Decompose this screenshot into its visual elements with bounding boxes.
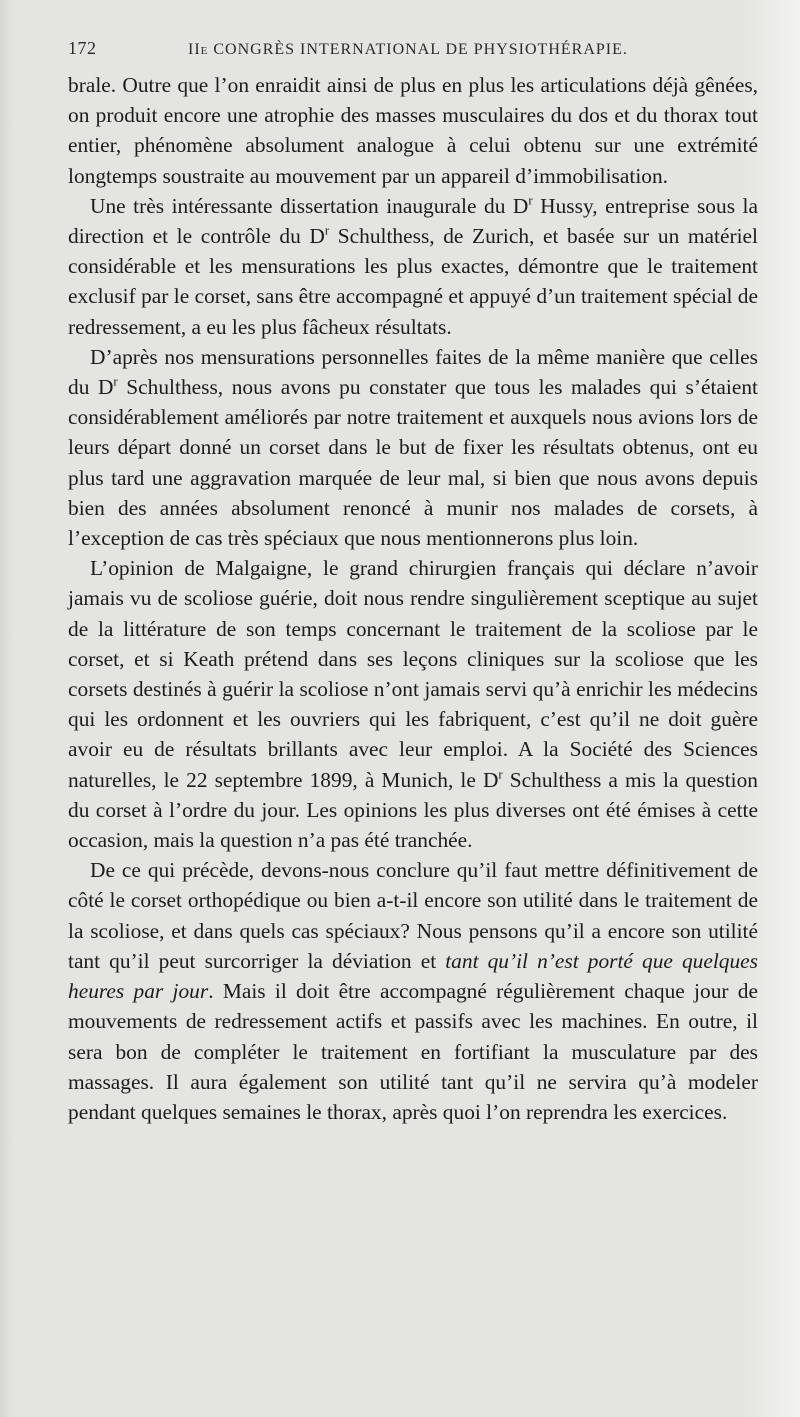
superscript-r: r: [498, 767, 503, 782]
paragraph-3: [68, 342, 758, 553]
paragraph-text: Schulthess, nous avons pu constater que tous les malades qui s’étaient considérablement améliorés par notre traitement et auxquels nous avions lors de leurs départ donné un corset dans le but de fixer les résultats obtenus, ont eu plus tard une aggravation marquée de leur mal, si bien que nous avons depuis bien des années absolument renoncé à munir nos malades de corsets, à l’exception de cas très spéciaux que nous mentionnerons plus loin.: [68, 375, 758, 551]
paragraph-text: Schulthess a mis la question du corset à l’ordre du jour. Les opinions les plus diverses ont été émises à cette occasion, mais la question n’a pas été tranchée.: [68, 767, 758, 853]
superscript-r: r: [324, 223, 330, 238]
running-title: IIe CONGRÈS INTERNATIONAL DE PHYSIOTHÉRAPIE.: [188, 41, 628, 58]
paragraph-4: [68, 553, 758, 855]
paragraph-1: [68, 70, 758, 191]
paragraph-text: L’opinion de Malgaigne, le grand chirurgien français qui déclare n’avoir jamais vu de scoliose guérie, doit nous rendre singulièrement sceptique au sujet de la littérature de son temps concernant le traitement de la scoliose par le corset, et si Keath prétend dans ses leçons cliniques sur la scoliose que les corsets destinés à guérir la scoliose n’ont jamais servi qu’à enrichir les médecins qui les ordonnent et les ouvriers qui les fabriquent, c’est qu’il ne doit guère avoir eu de résultats brillants avec leur emploi. A la Société des Sciences naturelles, le 22 septembre 1899, à Munich, le D: [68, 556, 758, 792]
paragraph-text: Schulthess, de Zurich, et basée sur un matériel considérable et les mensurations les plus exactes, démontre que le traitement exclusif par le corset, sans être accompagné et appuyé d’un traitement spécial de redressement, a eu les plus fâcheux résultats.: [68, 224, 758, 339]
paragraph-text: D’après nos mensurations personnelles faites de la même manière que celles du D: [68, 344, 758, 400]
page-number: 172: [68, 38, 97, 58]
superscript-r: r: [113, 374, 118, 389]
running-head: [68, 38, 758, 66]
superscript-r: r: [528, 193, 533, 208]
paragraph-text: Une très intéressante dissertation inaugurale du D: [90, 193, 529, 218]
paragraph-text: brale. Outre que l’on enraidit ainsi de plus en plus les articulations déjà gênées, on produit encore une atrophie des masses musculaires du dos et du thorax tout entier, phénomène absolument analogue à celui obtenu sur une extrémité longtemps soustraite au mouvement par un appareil d’immobilisation.: [68, 73, 758, 188]
italic-phrase: tant qu’il n’est porté que quelques heures par jour: [68, 948, 759, 1004]
paragraph-2: [68, 191, 758, 342]
paragraph-5: [68, 855, 758, 1127]
paragraph-text: Hussy, entreprise sous la direction et le contrôle du D: [68, 193, 758, 249]
paragraph-text: De ce qui précède, devons-nous conclure qu’il faut mettre définitivement de côté le corset orthopédique ou bien a-t-il encore son utilité dans le traitement de la scoliose, et dans quels cas spéciaux? Nous pensons qu’il a encore son utilité tant qu’il peut surcorriger la déviation et: [68, 858, 758, 973]
body-text: [68, 70, 758, 1127]
paragraph-text: . Mais il doit être accompagné régulièrement chaque jour de mouvements de redressement actifs et passifs avec les machines. En outre, il sera bon de compléter le traitement en fortifiant la musculature par des massages. Il aura également son utilité tant qu’il ne servira qu’à modeler pendant quelques semaines le thorax, après quoi l’on reprendra les exercices.: [68, 979, 758, 1124]
